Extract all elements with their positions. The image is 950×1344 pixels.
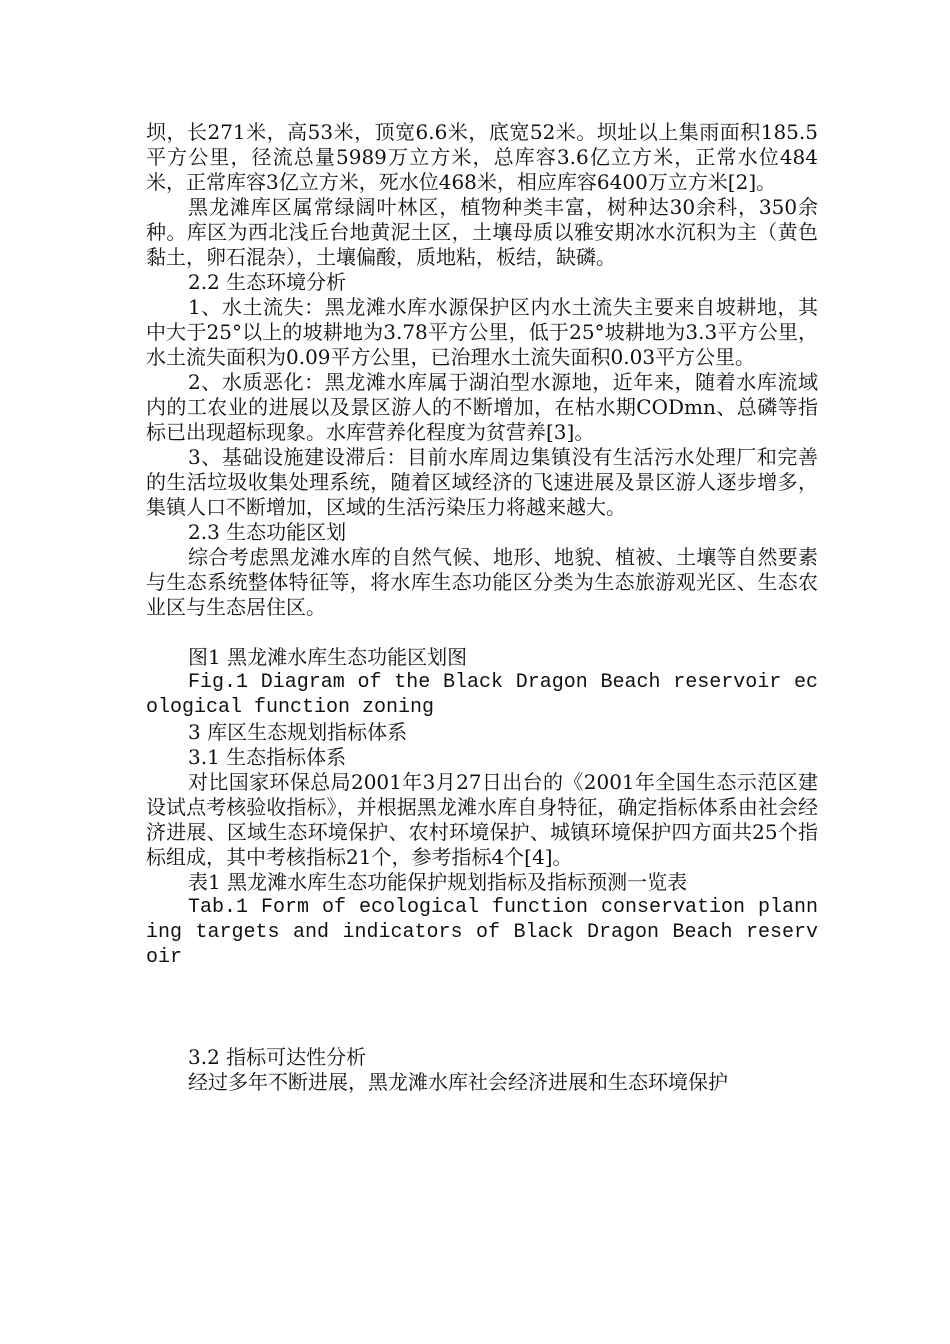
paragraph-infrastructure: 3、基础设施建设滞后：目前水库周边集镇没有生活污水处理厂和完善的生活垃圾收集处理系统，随着区域经济的飞速进展及景区游人逐步增多，集镇人口不断增加，区域的生活污染压力将越来越大。 (146, 445, 818, 519)
paragraph-soil-erosion: 1、水土流失：黑龙滩水库水源保护区内水土流失主要来自坡耕地，其中大于25°以上的坡耕地为3.78平方公里，低于25°坡耕地为3.3平方公里，水土流失面积为0.09平方公里，已治理水土流失面积0.03平方公里。 (146, 295, 818, 369)
section-heading-2-3: 2.3 生态功能区划 (188, 520, 347, 544)
section-heading-3-1: 3.1 生态指标体系 (188, 745, 347, 769)
section-heading-3: 3 库区生态规划指标体系 (188, 720, 408, 744)
figure-placeholder-gap (146, 620, 818, 645)
paragraph-water-quality: 2、水质恶化：黑龙滩水库属于湖泊型水源地，近年来，随着水库流域内的工农业的进展以及景区游人的不断增加，在枯水期CODmn、总磷等指标已出现超标现象。水库营养化程度为贫营养[3]。 (146, 370, 818, 444)
table-placeholder-gap (146, 970, 818, 1045)
paragraph-indicator-system: 对比国家环保总局2001年3月27日出台的《2001年全国生态示范区建设试点考核验收指标》，并根据黑龙滩水库自身特征，确定指标体系由社会经济进展、区域生态环境保护、农村环境保护、城镇环境保护四方面共25个指标组成，其中考核指标21个，参考指标4个[4]。 (146, 770, 818, 869)
paragraph-vegetation-soil: 黑龙滩库区属常绿阔叶林区，植物种类丰富，树种达30余科，350余种。库区为西北浅丘台地黄泥土区，土壤母质以雅安期冰水沉积为主（黄色黏土，卵石混杂），土壤偏酸，质地粘，板结，缺磷。 (146, 195, 818, 269)
paragraph-attainability: 经过多年不断进展，黑龙滩水库社会经济进展和生态环境保护 (188, 1070, 728, 1094)
figure-caption-cn: 图1 黑龙滩水库生态功能区划图 (188, 645, 468, 669)
paragraph-dam-specs: 坝，长271米，高53米，顶宽6.6米，底宽52米。坝址以上集雨面积185.5平方公里，径流总量5989万立方米，总库容3.6亿立方米，正常水位484米，正常库容3亿立方米，死水位468米，相应库容6400万立方米[2]。 (146, 120, 818, 194)
table-caption-cn: 表1 黑龙滩水库生态功能保护规划指标及指标预测一览表 (188, 870, 688, 894)
document-page (146, 120, 818, 1095)
section-heading-3-2: 3.2 指标可达性分析 (188, 1045, 367, 1069)
paragraph-function-zoning: 综合考虑黑龙滩水库的自然气候、地形、地貌、植被、土壤等自然要素与生态系统整体特征等，将水库生态功能区分类为生态旅游观光区、生态农业区与生态居住区。 (146, 545, 818, 619)
section-heading-2-2: 2.2 生态环境分析 (188, 270, 347, 294)
figure-caption-en: Fig.1 Diagram of the Black Dragon Beach reservoir ecological function zoning (146, 671, 818, 719)
table-caption-en: Tab.1 Form of ecological function conservation planning targets and indicators of Black Dragon Beach reservoir (146, 896, 818, 969)
